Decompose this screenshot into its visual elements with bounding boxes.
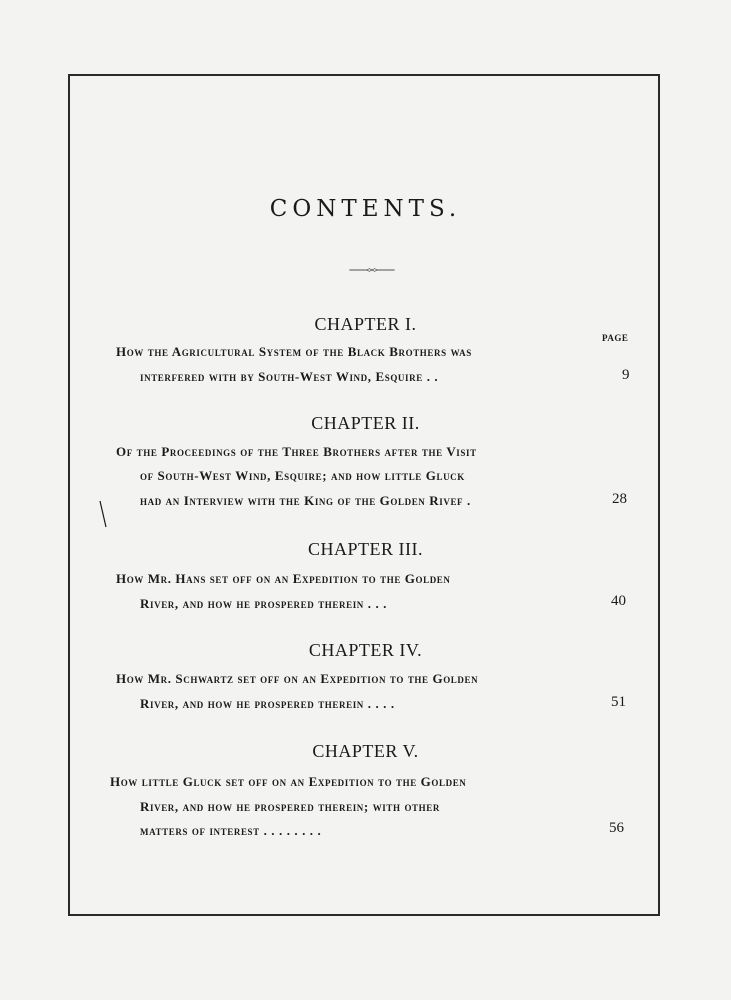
chapter-2-title: CHAPTER II. (311, 413, 420, 433)
chapter-1-title: CHAPTER I. (314, 314, 417, 334)
chapter-4-line-2: River, and how he prospered therein . . . . (140, 696, 395, 711)
chapter-3-page: 40 (611, 593, 626, 609)
chapter-2-line-1: Of the Proceedings of the Three Brothers after the Visit (116, 444, 477, 459)
chapter-3-title: CHAPTER III. (308, 539, 423, 559)
chapter-2-page: 28 (612, 491, 627, 507)
chapter-2-line-3: had an Interview with the King of the Golden Rivef . (140, 493, 471, 508)
chapter-3-line-2: River, and how he prospered therein . . . (140, 596, 388, 611)
chapter-2-line-2: of South-West Wind, Esquire; and how little Gluck (140, 468, 465, 483)
contents-heading: CONTENTS. (269, 196, 462, 222)
chapter-5-line-3: matters of interest . . . . . . . . (140, 823, 322, 838)
chapter-1-line-1: How the Agricultural System of the Black Brothers was (116, 344, 472, 359)
chapter-5-page: 56 (609, 820, 624, 836)
chapter-5-line-2: River, and how he prospered therein; with other (140, 799, 440, 814)
page-column-label: PAGE (602, 333, 629, 343)
chapter-4-title: CHAPTER IV. (308, 640, 423, 660)
chapter-5-title: CHAPTER V. (312, 741, 419, 761)
chapter-3-line-1: How Mr. Hans set off on an Expedition to the Golden (116, 571, 451, 586)
chapter-4-line-1: How Mr. Schwartz set off on an Expedition to the Golden (116, 671, 479, 686)
chapter-4-page: 51 (611, 694, 626, 710)
chapter-1-page: 9 (622, 367, 630, 383)
margin-pen-mark (99, 500, 107, 528)
chapter-5-line-1: How little Gluck set off on an Expedition to the Golden (110, 774, 467, 789)
ornament-divider (338, 268, 406, 272)
chapter-1-line-2: interfered with by South-West Wind, Esquire . . (140, 369, 439, 384)
